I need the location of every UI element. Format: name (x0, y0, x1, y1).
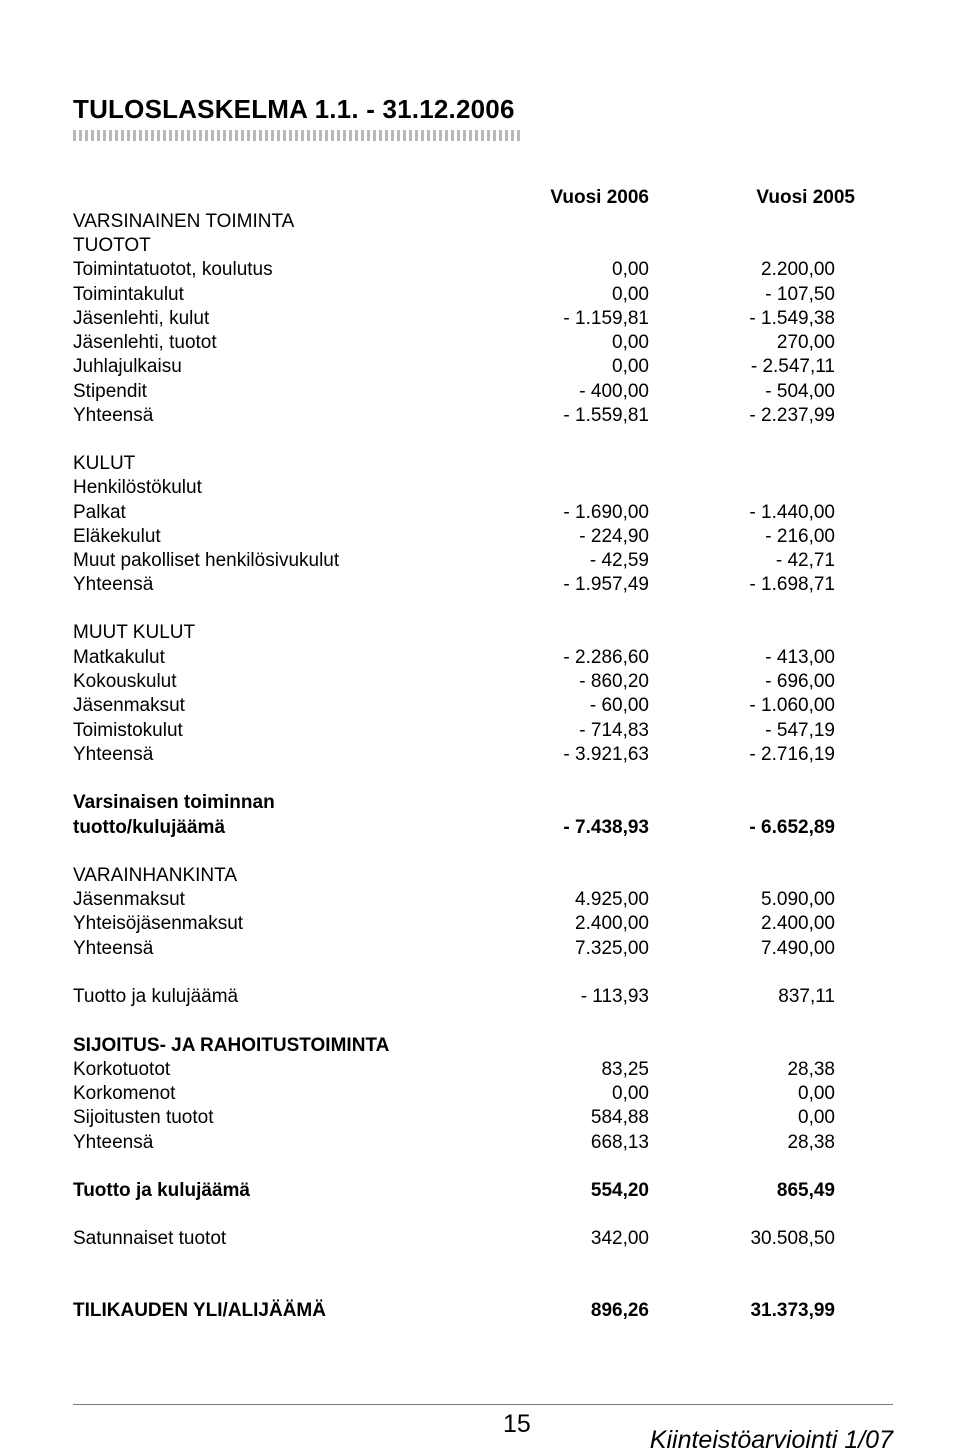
row-label: KULUT (73, 453, 136, 474)
row-label: Henkilöstökulut (73, 477, 202, 498)
table-row (73, 985, 835, 1009)
row-label: VARSINAINEN TOIMINTA (73, 211, 295, 232)
value-2006: 0,00 (612, 259, 649, 280)
journal-name: Kiinteistöarviointi 1/07 (649, 1426, 893, 1454)
value-2005: - 2.547,11 (750, 356, 835, 377)
value-2006: - 400,00 (579, 381, 649, 402)
table-row (73, 1299, 835, 1323)
value-2005: - 42,71 (775, 550, 835, 571)
row-label: Satunnaiset tuotot (73, 1228, 227, 1249)
value-2006: - 42,59 (589, 550, 649, 571)
table-row (73, 791, 793, 815)
column-header-row (73, 186, 855, 210)
value-2006: - 1.957,49 (563, 574, 649, 595)
value-2006: - 2.286,60 (563, 647, 649, 668)
value-2005: - 1.698,71 (749, 574, 835, 595)
row-label: Jäsenmaksut (73, 695, 185, 716)
table-row (73, 937, 835, 961)
value-2005: 31.373,99 (750, 1300, 835, 1321)
table-row (73, 452, 793, 476)
table-row (73, 1058, 835, 1082)
row-label: TILIKAUDEN YLI/ALIJÄÄMÄ (73, 1300, 326, 1321)
value-2005: 30.508,50 (750, 1228, 835, 1249)
value-2006: - 60,00 (589, 695, 649, 716)
value-2005: 270,00 (776, 332, 835, 353)
row-label: Korkotuotot (73, 1059, 171, 1080)
table-row (73, 307, 835, 331)
value-2005: - 107,50 (765, 284, 835, 305)
row-label: Palkat (73, 502, 126, 523)
value-2005: - 2.237,99 (749, 405, 835, 426)
value-2006: 2.400,00 (575, 913, 649, 934)
value-2006: - 860,20 (579, 671, 649, 692)
table-row (73, 888, 835, 912)
value-2006: 7.325,00 (575, 938, 649, 959)
value-2005: 2.200,00 (761, 259, 835, 280)
row-label: Jäsenlehti, tuotot (73, 332, 217, 353)
table-row (73, 234, 793, 258)
value-2006: 584,88 (590, 1107, 649, 1128)
table-row (73, 1179, 835, 1203)
value-2006: 554,20 (590, 1180, 649, 1201)
value-2005: - 1.549,38 (749, 308, 835, 329)
value-2005: 7.490,00 (761, 938, 835, 959)
row-label: Korkomenot (73, 1083, 176, 1104)
value-2006: - 224,90 (579, 526, 649, 547)
value-2005: - 504,00 (765, 381, 835, 402)
row-label: Yhteensä (73, 744, 154, 765)
row-label: Stipendit (73, 381, 147, 402)
table-row (73, 1227, 835, 1251)
row-label: Muut pakolliset henkilösivukulut (73, 550, 340, 571)
row-label: tuotto/kulujäämä (73, 817, 226, 838)
row-label: Varsinaisen toiminnan (73, 792, 275, 813)
value-2005: - 413,00 (765, 647, 835, 668)
table-row (73, 719, 835, 743)
row-label: Sijoitusten tuotot (73, 1107, 214, 1128)
value-2006: - 1.559,81 (563, 405, 649, 426)
table-row (73, 670, 835, 694)
value-2006: 342,00 (590, 1228, 649, 1249)
column-header-2006: Vuosi 2006 (550, 187, 649, 208)
table-row (73, 258, 835, 282)
table-row (73, 743, 835, 767)
value-2005: - 547,19 (765, 720, 835, 741)
value-2006: 0,00 (612, 284, 649, 305)
table-row (73, 816, 835, 840)
table-row (73, 331, 835, 355)
table-row (73, 864, 793, 888)
value-2006: - 1.159,81 (563, 308, 649, 329)
row-label: Juhlajulkaisu (73, 356, 182, 377)
value-2005: 865,49 (776, 1180, 835, 1201)
table-row (73, 1106, 835, 1130)
page-number: 15 (503, 1410, 531, 1438)
row-label: MUUT KULUT (73, 622, 196, 643)
column-header-2005: Vuosi 2005 (756, 187, 855, 208)
table-row (73, 355, 835, 379)
value-2005: - 696,00 (765, 671, 835, 692)
row-label: Kokouskulut (73, 671, 177, 692)
value-2005: 0,00 (798, 1083, 835, 1104)
table-row (73, 283, 835, 307)
row-label: SIJOITUS- JA RAHOITUSTOIMINTA (73, 1035, 390, 1056)
row-label: Yhteensä (73, 574, 154, 595)
value-2006: 0,00 (612, 356, 649, 377)
value-2006: - 3.921,63 (563, 744, 649, 765)
footer-divider (73, 1404, 893, 1405)
row-label: Toimistokulut (73, 720, 183, 741)
row-label: Yhteensä (73, 405, 154, 426)
table-row (73, 1131, 835, 1155)
row-label: Tuotto ja kulujäämä (73, 986, 239, 1007)
table-row (73, 525, 835, 549)
row-label: Toimintakulut (73, 284, 184, 305)
value-2005: 837,11 (778, 986, 835, 1007)
value-2006: 668,13 (590, 1132, 649, 1153)
value-2005: 5.090,00 (761, 889, 835, 910)
table-row (73, 621, 793, 645)
value-2006: - 714,83 (579, 720, 649, 741)
table-row (73, 646, 835, 670)
row-label: Toimintatuotot, koulutus (73, 259, 273, 280)
value-2005: 28,38 (787, 1059, 835, 1080)
value-2005: - 216,00 (765, 526, 835, 547)
value-2006: - 113,93 (580, 986, 649, 1007)
table-row (73, 1034, 793, 1058)
row-label: VARAINHANKINTA (73, 865, 237, 886)
table-row (73, 912, 835, 936)
table-row (73, 476, 793, 500)
value-2005: - 1.440,00 (749, 502, 835, 523)
value-2005: - 6.652,89 (749, 817, 835, 838)
page-title: TULOSLASKELMA 1.1. - 31.12.2006 (73, 94, 515, 124)
value-2006: 0,00 (612, 1083, 649, 1104)
value-2006: 83,25 (601, 1059, 649, 1080)
value-2005: - 1.060,00 (749, 695, 835, 716)
table-row (73, 694, 835, 718)
table-row (73, 549, 835, 573)
value-2005: - 2.716,19 (749, 744, 835, 765)
value-2006: 4.925,00 (575, 889, 649, 910)
table-row (73, 501, 835, 525)
row-label: Matkakulut (73, 647, 165, 668)
table-row (73, 1082, 835, 1106)
value-2006: - 1.690,00 (563, 502, 649, 523)
row-label: Jäsenmaksut (73, 889, 185, 910)
row-label: Tuotto ja kulujäämä (73, 1180, 251, 1201)
value-2006: - 7.438,93 (563, 817, 649, 838)
table-row (73, 380, 835, 404)
row-label: TUOTOT (73, 235, 151, 256)
row-label: Jäsenlehti, kulut (73, 308, 210, 329)
row-label: Yhteensä (73, 1132, 154, 1153)
value-2006: 0,00 (612, 332, 649, 353)
value-2005: 28,38 (787, 1132, 835, 1153)
table-row (73, 573, 835, 597)
table-row (73, 404, 835, 428)
title-underline-decoration (73, 130, 523, 141)
table-row (73, 210, 793, 234)
value-2006: 896,26 (590, 1300, 649, 1321)
row-label: Eläkekulut (73, 526, 161, 547)
value-2005: 2.400,00 (761, 913, 835, 934)
row-label: Yhteensä (73, 938, 154, 959)
row-label: Yhteisöjäsenmaksut (73, 913, 244, 934)
value-2005: 0,00 (798, 1107, 835, 1128)
